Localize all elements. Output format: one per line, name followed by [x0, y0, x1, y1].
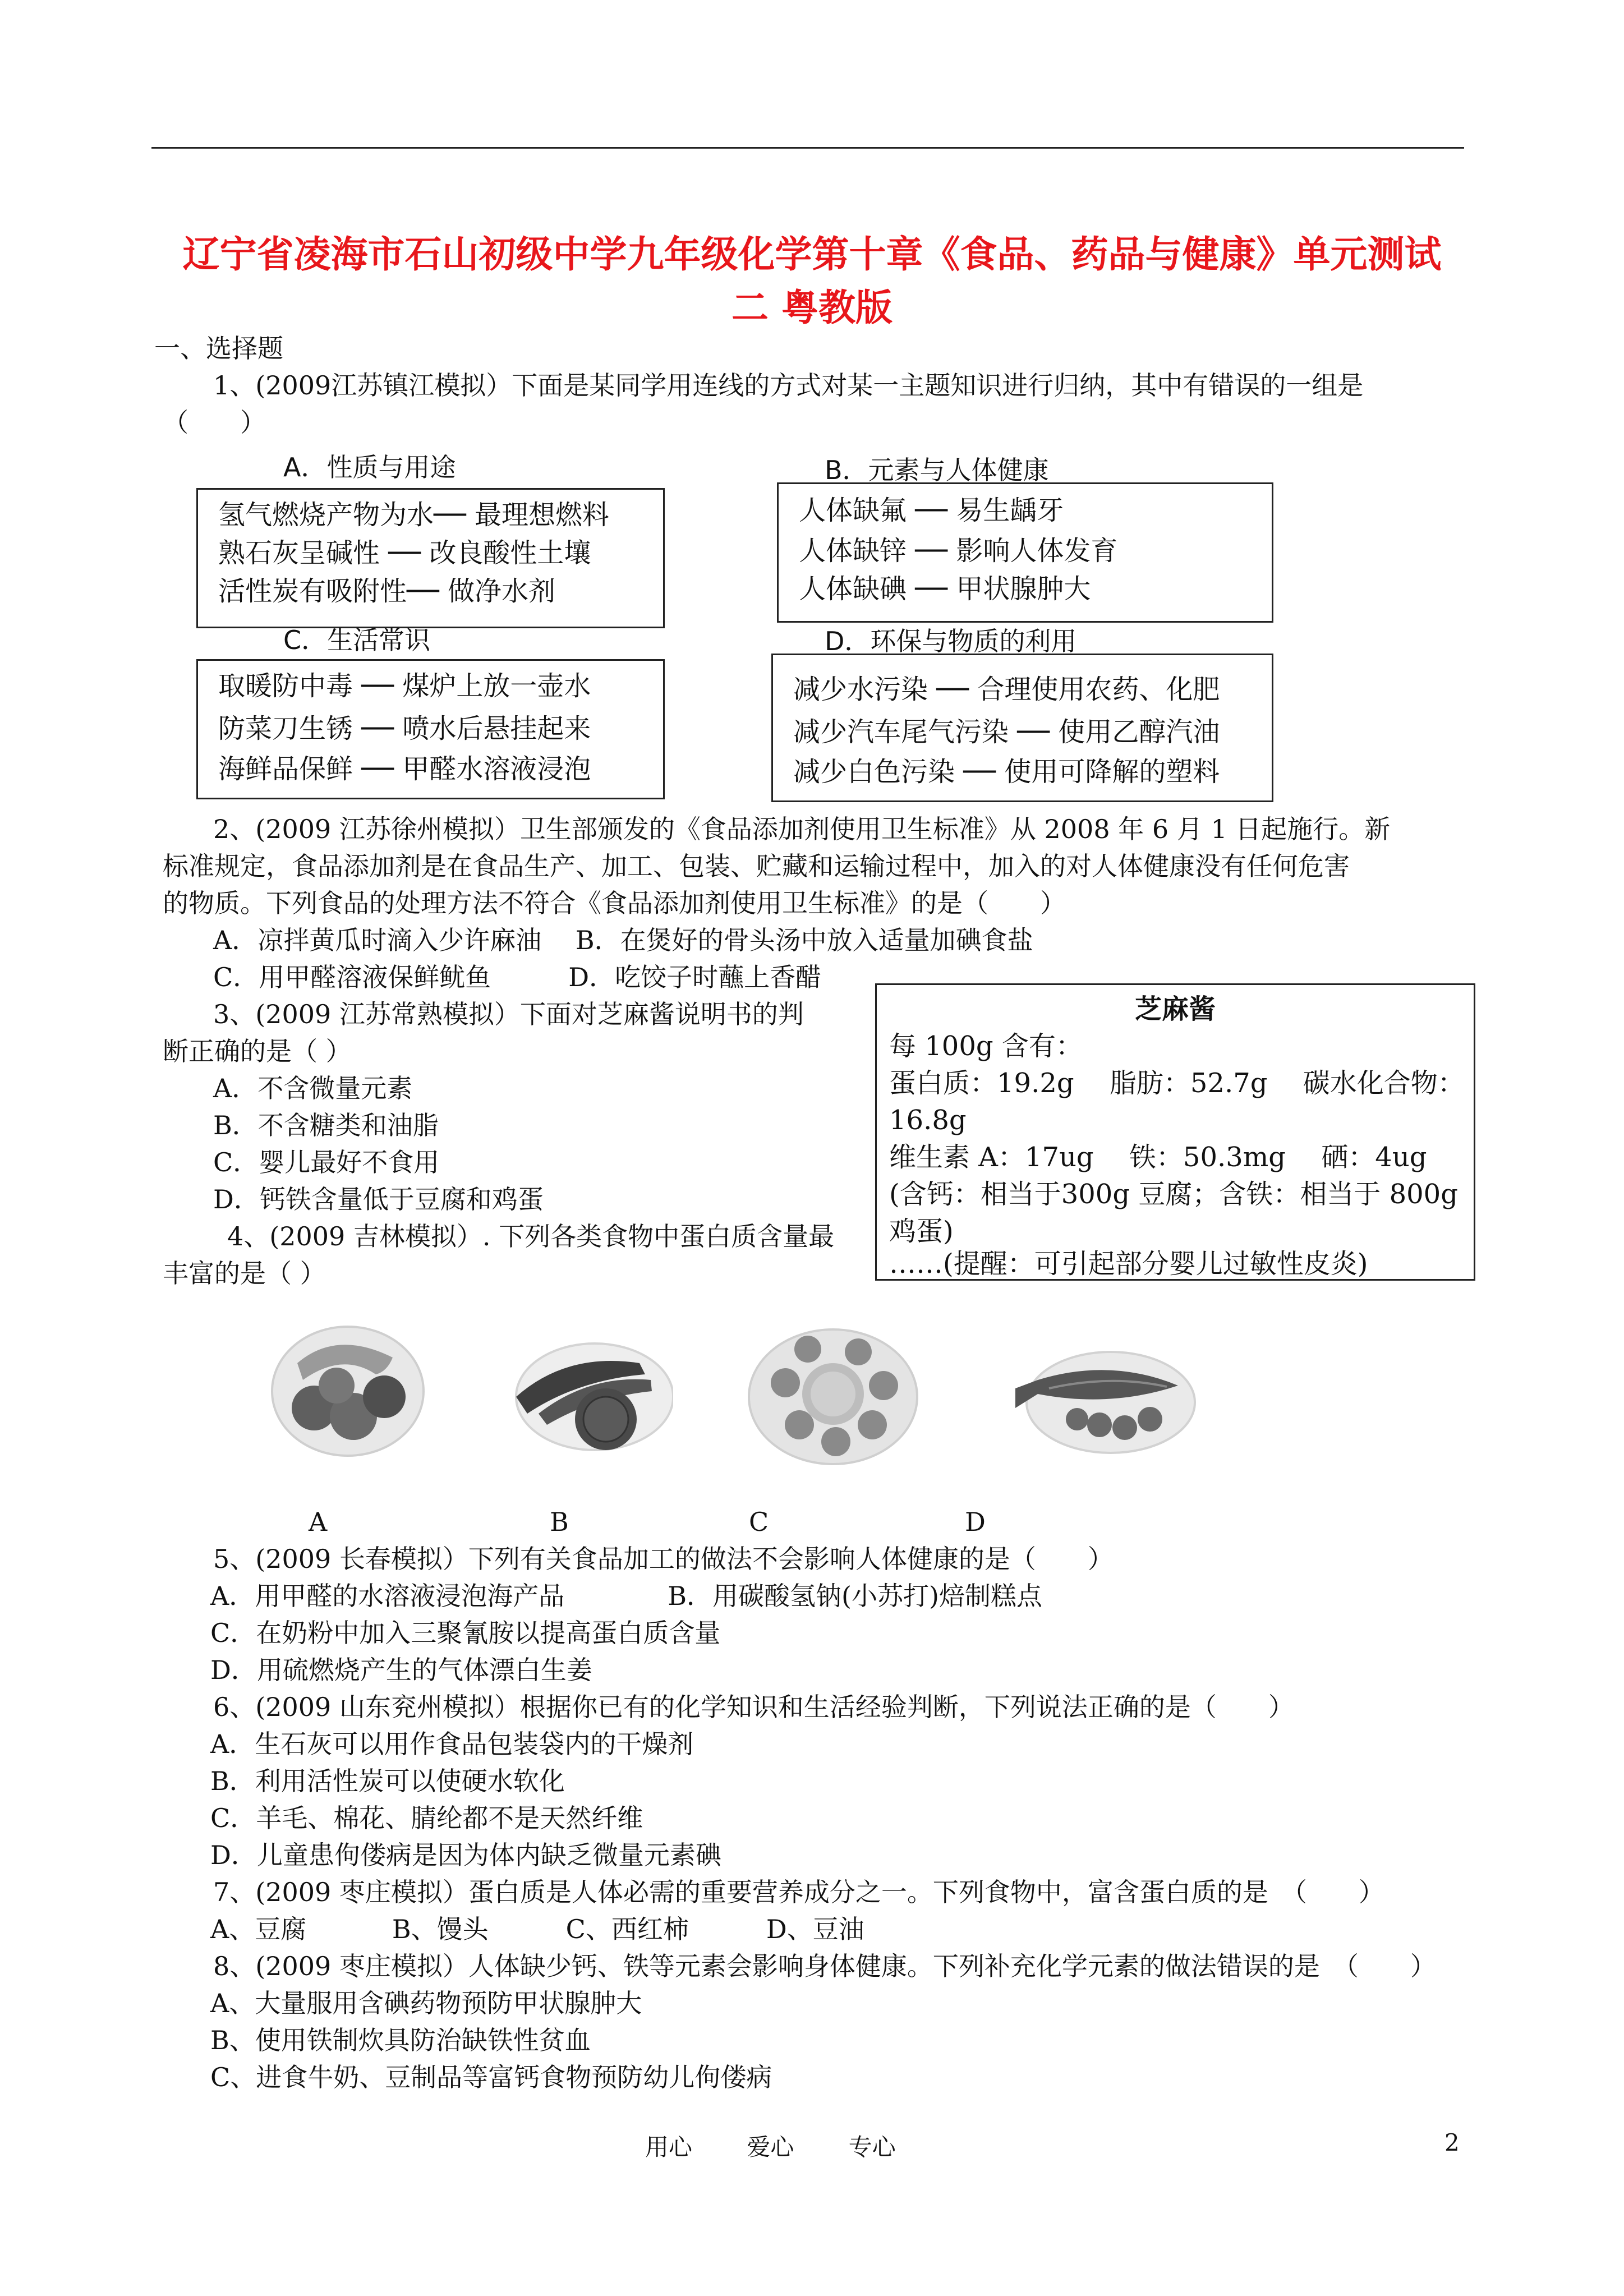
sesame-box-line: 维生素 A：17ug 铁：50.3mg 硒：4ug [889, 1142, 1427, 1173]
q2-line: 的物质。下列食品的处理方法不符合《食品添加剂使用卫生标准》的是（ ） [163, 888, 1066, 918]
q1-d-line: 减少汽车尾气污染 ── 使用乙醇汽油 [793, 716, 1220, 748]
q1-d-line: 减少白色污染 ── 使用可降解的塑料 [793, 756, 1220, 788]
q1-d-line: 减少水污染 ── 合理使用农药、化肥 [793, 674, 1220, 705]
q2-line: 2、(2009 江苏徐州模拟）卫生部颁发的《食品添加剂使用卫生标准》从 2008 年 6 月 1 日起施行。新 [213, 814, 1391, 844]
q7-line: 7、(2009 枣庄模拟）蛋白质是人体必需的重要营养成分之一。下列食物中，富含蛋白质的是 （ ） [213, 1877, 1384, 1907]
q4-line: 4、(2009 吉林模拟）. 下列各类食物中蛋白质含量最 [227, 1221, 835, 1251]
q3-option-a: A．不含微量元素 [213, 1073, 413, 1103]
q2-option-ab: A．凉拌黄瓜时滴入少许麻油 B．在煲好的骨头汤中放入适量加碘食盐 [213, 925, 1033, 955]
page-title-line2: 二 粤教版 [732, 286, 892, 329]
q4-option-c: C [749, 1507, 769, 1537]
q5-option-ab: A．用甲醛的水溶液浸泡海产品 B．用碳酸氢钠(小苏打)焙制糕点 [210, 1581, 1042, 1611]
q1-stem: 1、(2009江苏镇江模拟）下面是某同学用连线的方式对某一主题知识进行归纳，其中有错误的一组是 [213, 370, 1364, 401]
q1-b-line: 人体缺锌 ── 影响人体发育 [799, 535, 1118, 567]
q1-option-b-label: B．元素与人体健康 [825, 455, 1049, 485]
q7-options: A、豆腐 B、馒头 C、西红柿 D、豆油 [210, 1914, 864, 1944]
q6-line: 6、(2009 山东兖州模拟）根据你已有的化学知识和生活经验判断，下列说法正确的是（ ） [213, 1692, 1294, 1722]
q8-option-b: B、使用铁制炊具防治缺铁性贫血 [210, 2025, 591, 2055]
sesame-box-line: 16.8g [889, 1105, 967, 1136]
q5-option-d: D．用硫燃烧产生的气体漂白生姜 [210, 1655, 592, 1685]
footer-motto: 用心 爱心 专心 [645, 2133, 896, 2161]
q2-line: 标准规定，食品添加剂是在食品生产、加工、包装、贮藏和运输过程中，加入的对人体健康没有任何危害 [163, 851, 1350, 881]
q3-line: 断正确的是（ ） [163, 1036, 352, 1066]
page-title-line1: 辽宁省凌海市石山初级中学九年级化学第十章《食品、药品与健康》单元测试 [182, 232, 1442, 276]
header-rule [151, 147, 1464, 149]
sesame-box-line: ……(提醒：可引起部分婴儿过敏性皮炎) [889, 1248, 1368, 1280]
sesame-box-title: 芝麻酱 [1134, 993, 1216, 1025]
q3-option-d: D．钙铁含量低于豆腐和鸡蛋 [213, 1184, 544, 1214]
q8-option-c: C、进食牛奶、豆制品等富钙食物预防幼儿佝偻病 [210, 2062, 772, 2092]
q1-a-line: 活性炭有吸附性── 做净水剂 [218, 576, 556, 607]
sesame-box-line: 每 100g 含有： [889, 1030, 1083, 1062]
meat-plate-image [505, 1329, 673, 1458]
q4-option-a: A [309, 1507, 328, 1537]
grain-plate-image [746, 1321, 920, 1467]
q1-box-a [196, 488, 665, 628]
q1-box-b [777, 482, 1273, 623]
q8-option-a: A、大量服用含碘药物预防甲状腺肿大 [210, 1988, 642, 2018]
q1-option-a-label: A．性质与用途 [283, 452, 456, 482]
sesame-paste-label-box [875, 983, 1475, 1281]
q1-a-line: 氢气燃烧产物为水── 最理想燃料 [218, 499, 610, 531]
q6-option-a: A．生石灰可以用作食品包装袋内的干燥剂 [210, 1729, 694, 1759]
q1-b-line: 人体缺氟 ── 易生龋牙 [799, 495, 1064, 526]
q1-a-line: 熟石灰呈碱性 ── 改良酸性土壤 [218, 537, 591, 569]
q6-option-d: D．儿童患佝偻病是因为体内缺乏微量元素碘 [210, 1840, 721, 1870]
q4-option-d: D [965, 1507, 986, 1537]
q1-b-line: 人体缺碘 ── 甲状腺肿大 [799, 573, 1091, 605]
q1-bracket: （ ） [163, 407, 266, 438]
q4-option-b: B [550, 1507, 569, 1537]
q6-option-c: C．羊毛、棉花、腈纶都不是天然纤维 [210, 1803, 643, 1833]
q3-option-c: C．婴儿最好不食用 [213, 1147, 440, 1177]
q6-option-b: B．利用活性炭可以使硬水软化 [210, 1766, 565, 1796]
q4-line: 丰富的是（ ） [163, 1258, 326, 1289]
q1-option-d-label: D．环保与物质的利用 [825, 626, 1077, 656]
q3-line: 3、(2009 江苏常熟模拟）下面对芝麻酱说明书的判 [213, 999, 804, 1029]
q5-line: 5、(2009 长春模拟）下列有关食品加工的做法不会影响人体健康的是（ ） [213, 1544, 1114, 1574]
sesame-box-line: (含钙：相当于300g 豆腐；含铁：相当于 800g [889, 1179, 1458, 1210]
sesame-box-line: 鸡蛋) [889, 1216, 954, 1247]
q3-option-b: B．不含糖类和油脂 [213, 1110, 439, 1140]
section-heading: 一、选择题 [154, 333, 283, 364]
q1-c-line: 防菜刀生锈 ── 喷水后悬挂起来 [218, 713, 591, 744]
q1-c-line: 取暖防中毒 ── 煤炉上放一壶水 [218, 670, 591, 702]
q2-option-cd: C．用甲醛溶液保鲜鱿鱼 D．吃饺子时蘸上香醋 [213, 962, 822, 992]
q1-c-line: 海鲜品保鲜 ── 甲醛水溶液浸泡 [218, 753, 591, 785]
q5-option-c: C．在奶粉中加入三聚氰胺以提高蛋白质含量 [210, 1618, 721, 1648]
fruit-plate-image [269, 1318, 426, 1458]
q1-box-d [771, 654, 1273, 802]
sesame-box-line: 蛋白质：19.2g 脂肪：52.7g 碳水化合物： [889, 1068, 1465, 1099]
q1-box-c [196, 659, 665, 799]
fish-plate-image [999, 1335, 1200, 1458]
q8-line: 8、(2009 枣庄模拟）人体缺少钙、铁等元素会影响身体健康。下列补充化学元素的做法错误的是 （ ） [213, 1951, 1436, 1981]
page-number: 2 [1444, 2129, 1460, 2156]
q1-option-c-label: C．生活常识 [283, 625, 431, 655]
